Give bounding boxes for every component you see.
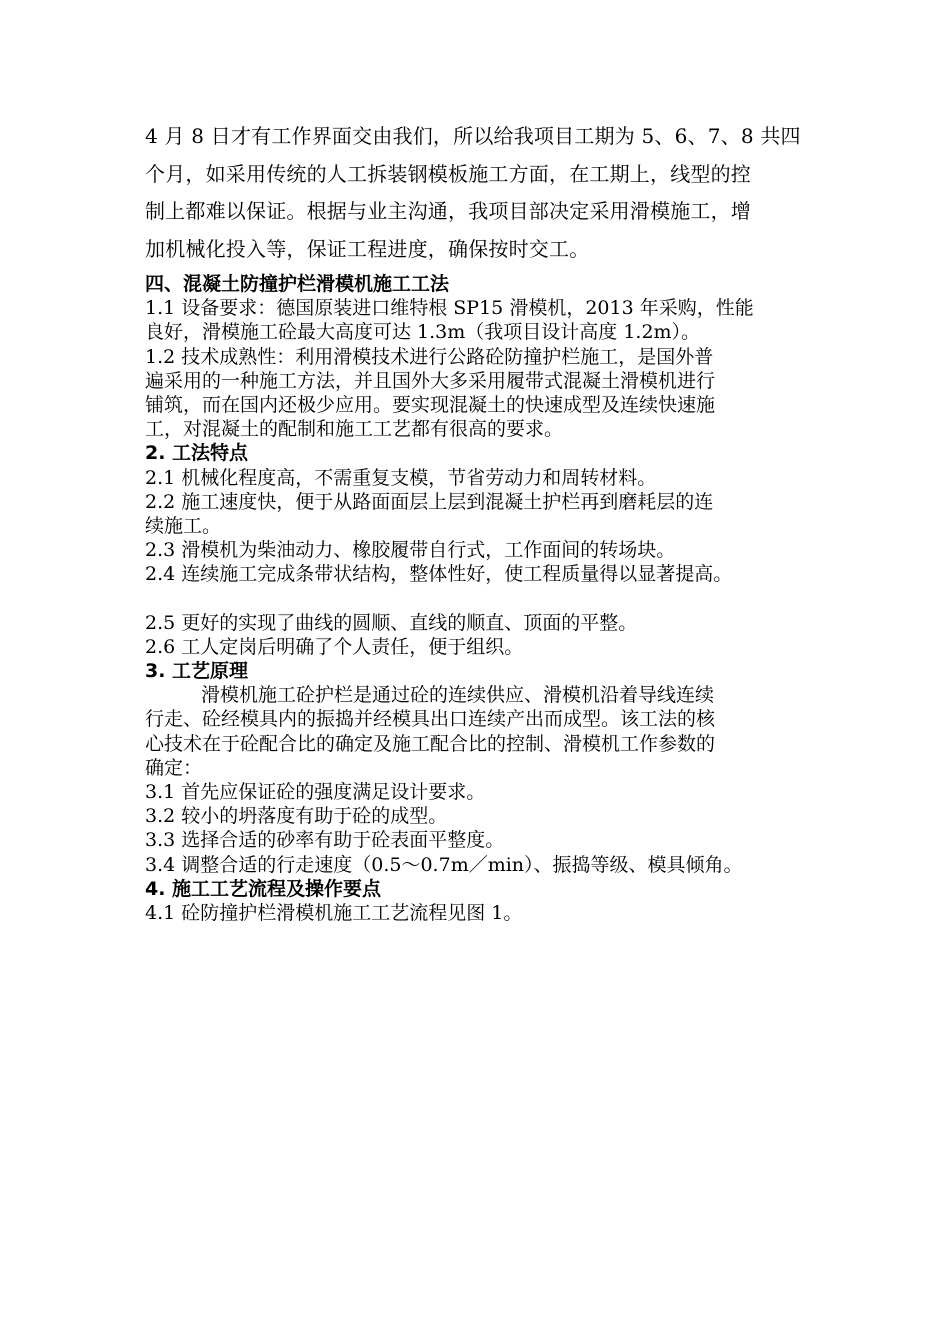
intro-paragraph (145, 118, 815, 268)
item-1-2-cont: 遍采用的一种施工方法，并且国外大多采用履带式混凝土滑模机进行 (145, 369, 716, 392)
section-heading-2: 2. 工法特点 (145, 442, 249, 465)
item-1-1-cont: 良好，滑模施工砼最大高度可达 1.3m（我项目设计高度 1.2m）。 (145, 321, 701, 344)
intro-line: 4 月 8 日才有工作界面交由我们，所以给我项目工期为 5、6、7、8 共四 (145, 124, 801, 148)
intro-line: 加机械化投入等，保证工程进度，确保按时交工。 (145, 236, 590, 261)
item-3-1: 3.1 首先应保证砼的强度满足设计要求。 (145, 781, 486, 804)
item-3-3: 3.3 选择合适的砂率有助于砼表面平整度。 (145, 829, 505, 852)
principle-paragraph-cont: 行走、砼经模具内的振捣并经模具出口连续产出而成型。该工法的核 (145, 708, 716, 731)
item-3-2: 3.2 较小的坍落度有助于砼的成型。 (145, 805, 448, 828)
item-1-2: 1.2 技术成熟性：利用滑模技术进行公路砼防撞护栏施工，是国外普 (145, 345, 714, 368)
item-4-1: 4.1 砼防撞护栏滑模机施工工艺流程见图 1。 (145, 902, 523, 925)
principle-paragraph: 滑模机施工砼护栏是通过砼的连续供应、滑模机沿着导线连续 (201, 684, 715, 707)
item-1-2-cont: 工，对混凝土的配制和施工工艺都有很高的要求。 (145, 418, 564, 441)
section-heading-4: 四、混凝土防撞护栏滑模机施工工法 (145, 273, 450, 295)
principle-paragraph-cont: 确定： (145, 756, 203, 779)
intro-line: 个月，如采用传统的人工拆装钢模板施工方面，在工期上，线型的控 (145, 161, 751, 186)
item-3-4: 3.4 调整合适的行走速度（0.5～0.7m／min）、振捣等级、模具倾角。 (145, 853, 743, 876)
item-1-2-cont: 铺筑，而在国内还极少应用。要实现混凝土的快速成型及连续快速施 (145, 394, 716, 417)
item-2-3: 2.3 滑模机为柴油动力、橡胶履带自行式，工作面间的转场块。 (145, 539, 676, 562)
item-2-4: 2.4 连续施工完成条带状结构，整体性好，使工程质量得以显著提高。 (145, 563, 733, 586)
item-2-2: 2.2 施工速度快，便于从路面面层上层到混凝土护栏再到磨耗层的连 (145, 490, 714, 513)
item-2-1: 2.1 机械化程度高，不需重复支模，节省劳动力和周转材料。 (145, 466, 657, 489)
item-1-1: 1.1 设备要求：德国原装进口维特根 SP15 滑模机，2013 年采购，性能 (145, 297, 754, 320)
item-2-6: 2.6 工人定岗后明确了个人责任，便于组织。 (145, 635, 524, 658)
principle-paragraph-cont: 心技术在于砼配合比的确定及施工配合比的控制、滑模机工作参数的 (145, 732, 716, 755)
intro-line: 制上都难以保证。根据与业主沟通，我项目部决定采用滑模施工，增 (145, 199, 751, 223)
document-body (145, 272, 825, 925)
paragraph-gap (145, 587, 825, 611)
section-heading-flow: 4. 施工工艺流程及操作要点 (145, 877, 382, 900)
section-heading-3: 3. 工艺原理 (145, 660, 249, 683)
item-2-2-cont: 续施工。 (145, 515, 222, 538)
item-2-5: 2.5 更好的实现了曲线的圆顺、直线的顺直、顶面的平整。 (145, 611, 638, 634)
